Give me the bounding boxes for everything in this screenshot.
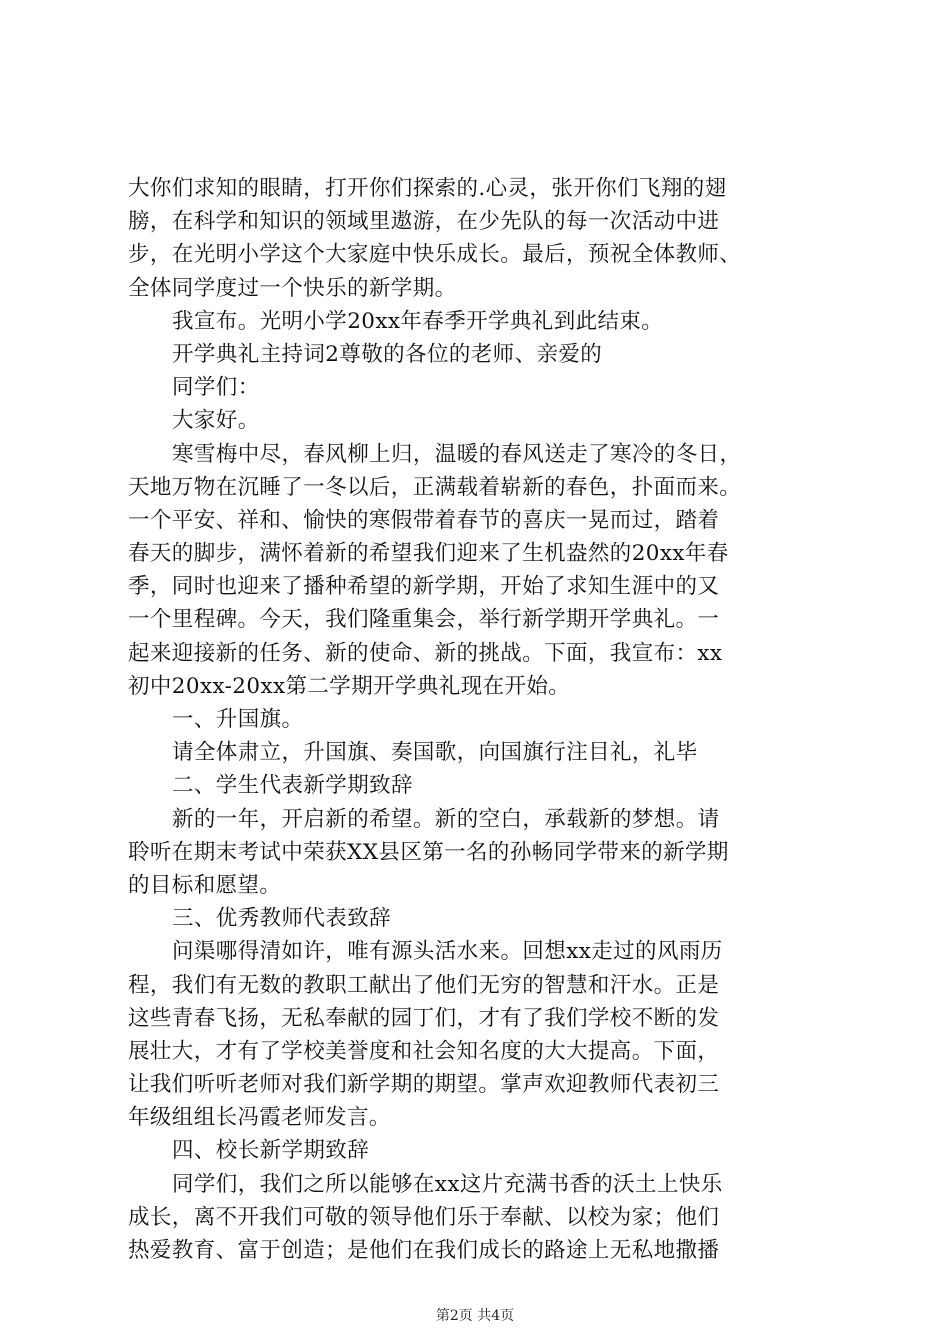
text-line: 开学典礼主持词2尊敬的各位的老师、亲爱的	[172, 341, 603, 367]
text-line: 全体同学度过一个快乐的新学期。	[128, 275, 457, 301]
text-line: 二、学生代表新学期致辞	[172, 773, 413, 799]
text-line: 这些青春飞扬，无私奉献的园丁们，才有了我们学校不断的发	[128, 1005, 720, 1031]
text-line: 让我们听听老师对我们新学期的期望。掌声欢迎教师代表初三	[128, 1072, 720, 1098]
text-line: 大家好。	[172, 408, 260, 434]
text-line: 季，同时也迎来了播种希望的新学期，开始了求知生涯中的又	[128, 574, 720, 600]
text-line: 春天的脚步，满怀着新的希望我们迎来了生机盎然的20xx年春	[128, 541, 729, 567]
text-line: 膀，在科学和知识的领域里遨游，在少先队的每一次活动中进	[128, 209, 720, 235]
text-line: 热爱教育、富于创造；是他们在我们成长的路途上无私地撒播	[128, 1238, 720, 1263]
text-line: 聆听在期末考试中荣获XX县区第一名的孙畅同学带来的新学期	[128, 839, 729, 865]
text-line: 年级组组长冯霞老师发言。	[128, 1105, 391, 1131]
text-line: 天地万物在沉睡了一冬以后，正满载着崭新的春色，扑面而来。	[128, 474, 742, 500]
text-line: 的目标和愿望。	[128, 872, 282, 898]
text-line: 四、校长新学期致辞	[172, 1138, 370, 1164]
document-body	[128, 172, 830, 1267]
text-line: 大你们求知的眼睛，打开你们探索的.心灵，张开你们飞翔的翅	[128, 176, 727, 201]
text-line: 成长，离不开我们可敬的领导他们乐于奉献、以校为家；他们	[128, 1204, 720, 1230]
text-line: 同学们：	[172, 375, 260, 401]
text-line: 初中20xx-20xx第二学期开学典礼现在开始。	[128, 673, 571, 699]
text-line: 程，我们有无数的教职工献出了他们无穷的智慧和汗水。正是	[128, 972, 720, 998]
page-footer: 第2页 共4页	[435, 1308, 515, 1324]
text-line: 寒雪梅中尽，春风柳上归，温暖的春风送走了寒冷的冬日，	[172, 441, 742, 467]
text-line: 一个里程碑。今天，我们隆重集会，举行新学期开学典礼。一	[128, 607, 720, 633]
text-line: 同学们，我们之所以能够在xx这片充满书香的沃土上快乐	[172, 1171, 723, 1197]
text-line: 一、升国旗。	[172, 707, 304, 732]
text-line: 起来迎接新的任务、新的使命、新的挑战。下面，我宣布：xx	[128, 640, 723, 666]
text-line: 展壮大，才有了学校美誉度和社会知名度的大大提高。下面，	[128, 1038, 720, 1064]
text-line: 三、优秀教师代表致辞	[172, 906, 392, 932]
text-line: 步，在光明小学这个大家庭中快乐成长。最后，预祝全体教师、	[128, 242, 742, 268]
text-line: 请全体肃立，升国旗、奏国歌，向国旗行注目礼，礼毕	[172, 740, 698, 766]
text-line: 我宣布。光明小学20xx年春季开学典礼到此结束。	[172, 308, 664, 334]
text-line: 新的一年，开启新的希望。新的空白，承载新的梦想。请	[172, 806, 720, 832]
text-line: 问渠哪得清如许，唯有源头活水来。回想xx走过的风雨历	[172, 939, 723, 965]
text-line: 一个平安、祥和、愉快的寒假带着春节的喜庆一晃而过，踏着	[128, 507, 720, 533]
